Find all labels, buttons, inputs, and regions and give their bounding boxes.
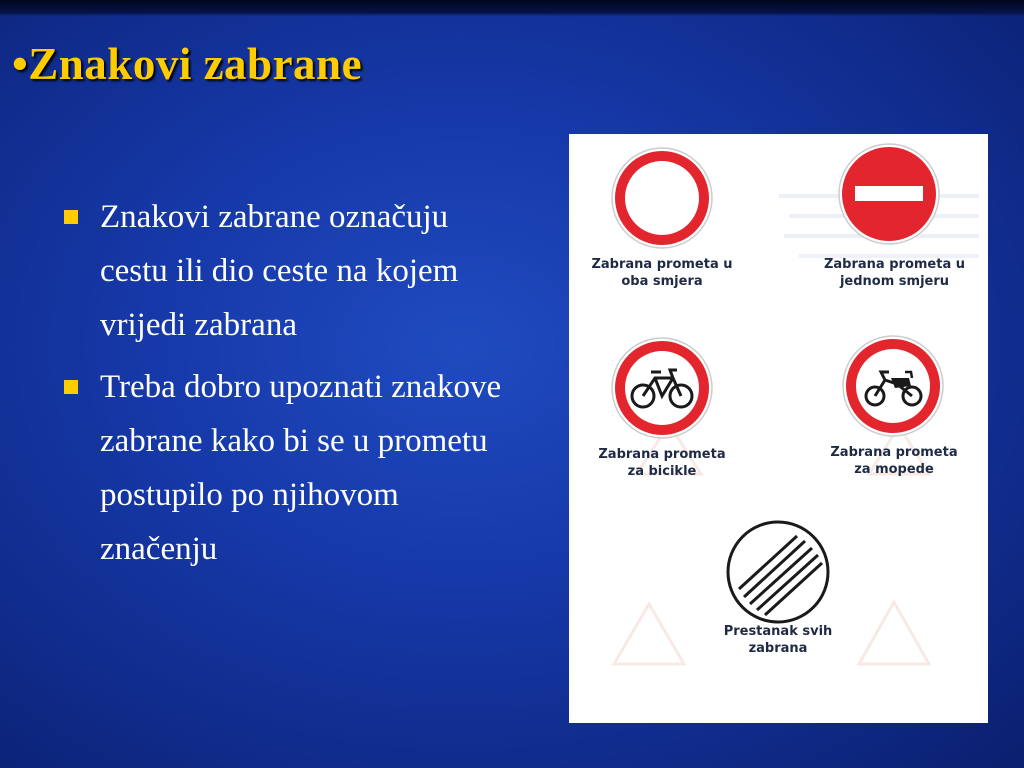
top-dark-band bbox=[0, 0, 1024, 16]
sign-caption-one-direction: Zabrana prometa u jednom smjeru bbox=[823, 257, 966, 289]
no-traffic-both-directions-sign-icon bbox=[612, 148, 712, 248]
slide-title: •Znakovi zabrane bbox=[12, 39, 363, 89]
traffic-signs-figure bbox=[569, 134, 988, 723]
no-mopeds-sign-icon bbox=[843, 336, 943, 436]
sign-caption-mopeds: Zabrana prometa za mopede bbox=[830, 445, 958, 477]
bullet-square-icon bbox=[64, 380, 78, 394]
bullet-text: Treba dobro upoznati znakove zabrane kako bi se u prometu postupilo po njihovom značenju bbox=[100, 369, 502, 567]
sign-caption-end-restrictions: Prestanak svih zabrana bbox=[723, 624, 833, 656]
no-bicycles-sign-icon bbox=[612, 338, 712, 438]
end-of-all-restrictions-sign-icon bbox=[728, 522, 828, 622]
bullet-item bbox=[62, 190, 512, 352]
bullet-item bbox=[62, 360, 512, 576]
sign-caption-both-directions: Zabrana prometa u oba smjera bbox=[591, 257, 733, 289]
no-entry-sign-icon bbox=[839, 144, 939, 244]
bullet-square-icon bbox=[64, 210, 78, 224]
bullet-text: Znakovi zabrane označuju cestu ili dio ceste na kojem vrijedi zabrana bbox=[100, 199, 459, 343]
sign-caption-bicycles: Zabrana prometa za bicikle bbox=[598, 447, 726, 479]
bullet-list bbox=[62, 190, 512, 584]
